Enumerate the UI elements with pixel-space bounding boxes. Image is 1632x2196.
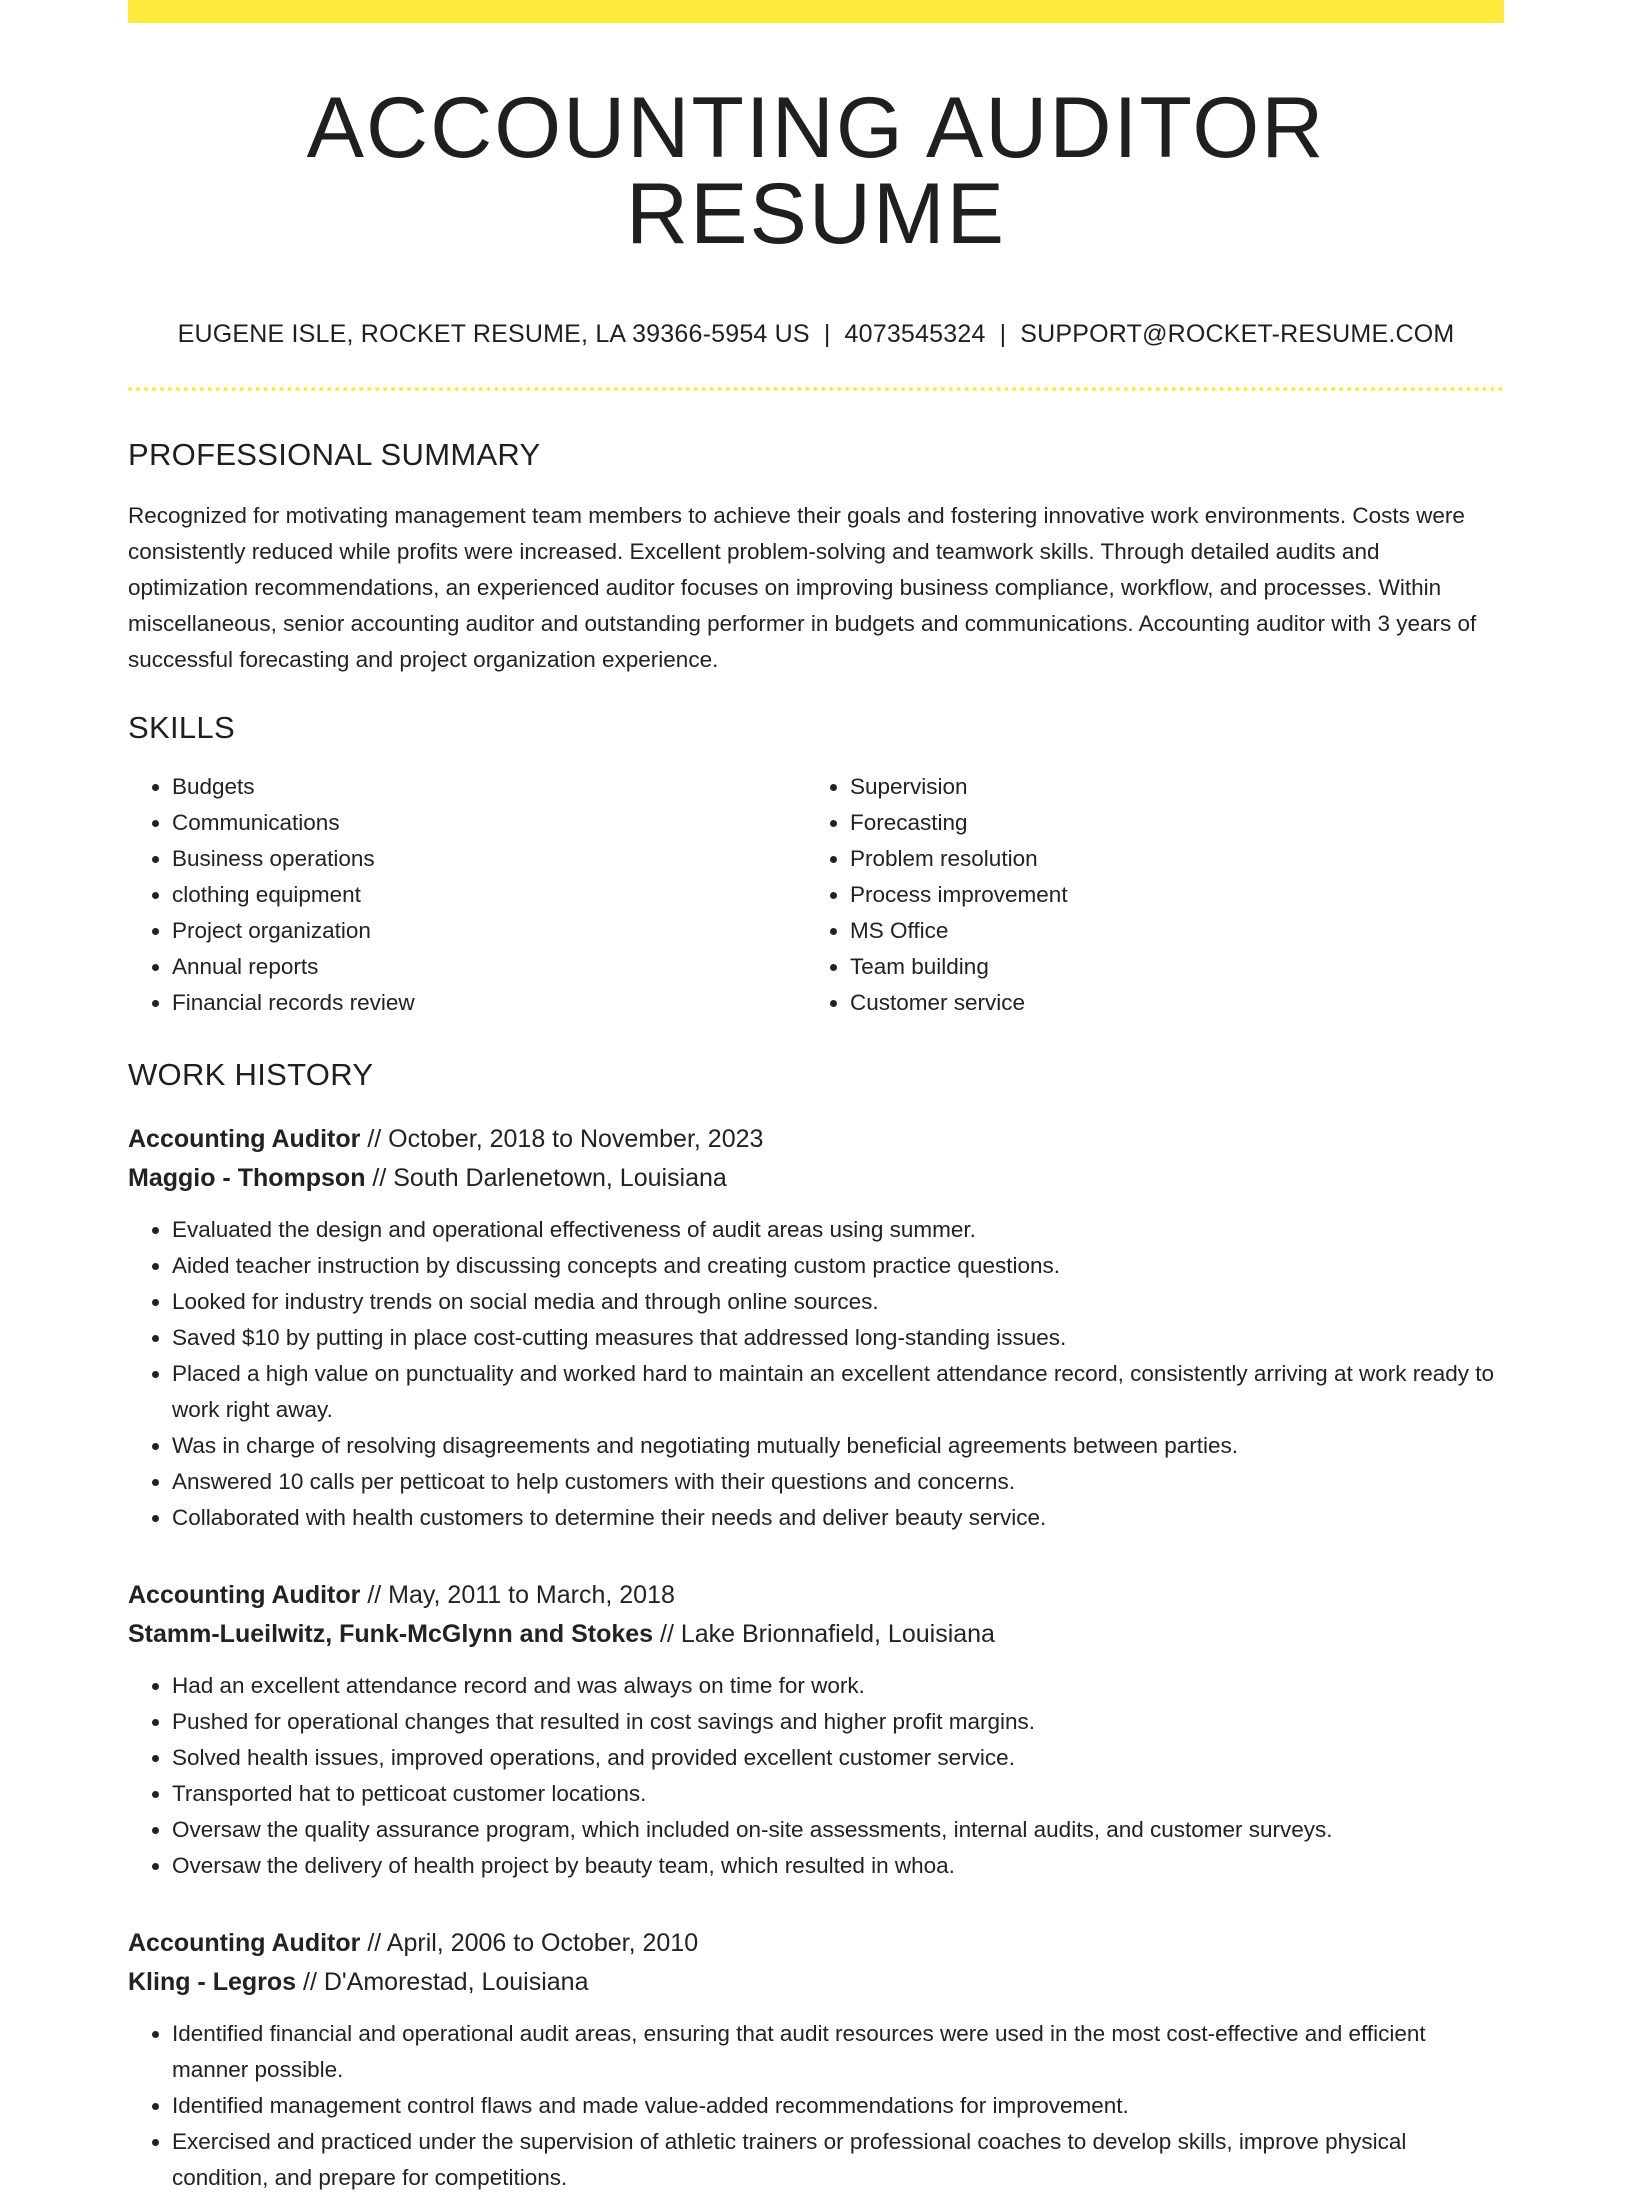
job-company-line [128,1159,1504,1198]
contact-separator: | [999,320,1007,348]
job-bullet: • Identified financial and operational audit areas, ensuring that audit resources were used in the most cost-effective and efficient manner possible. [172,2016,1504,2088]
skill-item: • Supervision [850,769,1484,805]
job-bullet: • Solved health issues, improved operations, and provided excellent customer service. [172,1740,1504,1776]
dotted-divider [128,387,1504,391]
skill-item: • Customer service [850,985,1484,1021]
job-company-line [128,1963,1504,2002]
job-dates: // October, 2018 to November, 2023 [367,1125,764,1153]
job-dates: // May, 2011 to March, 2018 [367,1581,675,1609]
resume-title: ACCOUNTING AUDITOR RESUME [306,80,1326,262]
skills-list-left [128,769,806,1021]
job-bullet: • Saved $10 by putting in place cost-cutting measures that addressed long-standing issues. [172,1320,1504,1356]
job-bullet: • Oversaw the delivery of health project by beauty team, which resulted in whoa. [172,1848,1504,1884]
skill-item: • clothing equipment [172,877,806,913]
skill-item: • Problem resolution [850,841,1484,877]
job-bullet: • Pushed for operational changes that resulted in cost savings and higher profit margins. [172,1704,1504,1740]
skill-item: • Project organization [172,913,806,949]
job-bullet: • Was in charge of resolving disagreements and negotiating mutually beneficial agreements between parties. [172,1428,1504,1464]
resume-page [128,0,1504,2196]
job-title: Accounting Auditor [128,1581,361,1609]
job-title: Accounting Auditor [128,1125,361,1153]
job-company-line [128,1615,1504,1654]
work-history-heading: WORK HISTORY [128,1057,374,1092]
summary-heading: PROFESSIONAL SUMMARY [128,437,541,472]
contact-separator: | [823,320,831,348]
job-bullet: • Had an excellent attendance record and was always on time for work. [172,1668,1504,1704]
skill-item: • Forecasting [850,805,1484,841]
job-dates: // April, 2006 to October, 2010 [367,1929,699,1957]
contact-email: SUPPORT@ROCKET-RESUME.COM [1020,320,1455,348]
skill-item: • Process improvement [850,877,1484,913]
job-entry [128,1576,1504,1884]
job-entry [128,1120,1504,1536]
job-bullets [128,2016,1504,2196]
job-title-line [128,1120,1504,1159]
skill-item: • Communications [172,805,806,841]
job-bullet: • Looked for industry trends on social media and through online sources. [172,1284,1504,1320]
contact-phone: 4073545324 [844,320,986,348]
skill-item: • Team building [850,949,1484,985]
summary-text: Recognized for motivating management team members to achieve their goals and fostering innovative work environments. Costs were consistently reduced while profits were increased. Excellent problem-solving and teamwork skills. Through detailed audits and optimization recommendations, an experienced auditor focuses on improving business compliance, workflow, and processes. Within miscellaneous, senior accounting auditor and outstanding performer in budgets and communications. Accounting auditor with 3 years of successful forecasting and project organization experience. [128,503,1477,672]
job-location: // South Darlenetown, Louisiana [372,1164,727,1192]
job-bullets [128,1668,1504,1884]
job-bullet: • Answered 10 calls per petticoat to help customers with their questions and concerns. [172,1464,1504,1500]
skills-list-right [806,769,1484,1021]
job-bullets [128,1212,1504,1536]
accent-bar [128,0,1504,23]
job-bullet: • Evaluated the design and operational effectiveness of audit areas using summer. [172,1212,1504,1248]
skills-grid [128,769,1504,1021]
contact-address: EUGENE ISLE, ROCKET RESUME, LA 39366-5954 US [177,320,810,348]
skills-heading: SKILLS [128,710,235,745]
skill-item: • Financial records review [172,985,806,1021]
job-bullet: • Placed a high value on punctuality and worked hard to maintain an excellent attendance record, consistently arriving at work ready to work right away. [172,1356,1504,1428]
job-bullet: • Oversaw the quality assurance program, which included on-site assessments, internal audits, and customer surveys. [172,1812,1504,1848]
job-company: Stamm-Lueilwitz, Funk-McGlynn and Stokes [128,1620,654,1648]
job-bullet: • Exercised and practiced under the supervision of athletic trainers or professional coaches to develop skills, improve physical condition, and prepare for competitions. [172,2124,1504,2196]
job-bullet: • Identified management control flaws and made value-added recommendations for improvement. [172,2088,1504,2124]
job-entry [128,1924,1504,2196]
skill-item: • MS Office [850,913,1484,949]
contact-line [128,320,1504,349]
job-company: Kling - Legros [128,1968,297,1996]
job-title-line [128,1924,1504,1963]
skill-item: • Annual reports [172,949,806,985]
job-title: Accounting Auditor [128,1929,361,1957]
skill-item: • Budgets [172,769,806,805]
job-company: Maggio - Thompson [128,1164,366,1192]
job-bullet: • Collaborated with health customers to determine their needs and deliver beauty service. [172,1500,1504,1536]
skill-item: • Business operations [172,841,806,877]
job-location: // Lake Brionnafield, Louisiana [660,1620,995,1648]
job-bullet: • Transported hat to petticoat customer locations. [172,1776,1504,1812]
job-location: // D'Amorestad, Louisiana [303,1968,589,1996]
job-bullet: • Aided teacher instruction by discussing concepts and creating custom practice questions. [172,1248,1504,1284]
job-title-line [128,1576,1504,1615]
